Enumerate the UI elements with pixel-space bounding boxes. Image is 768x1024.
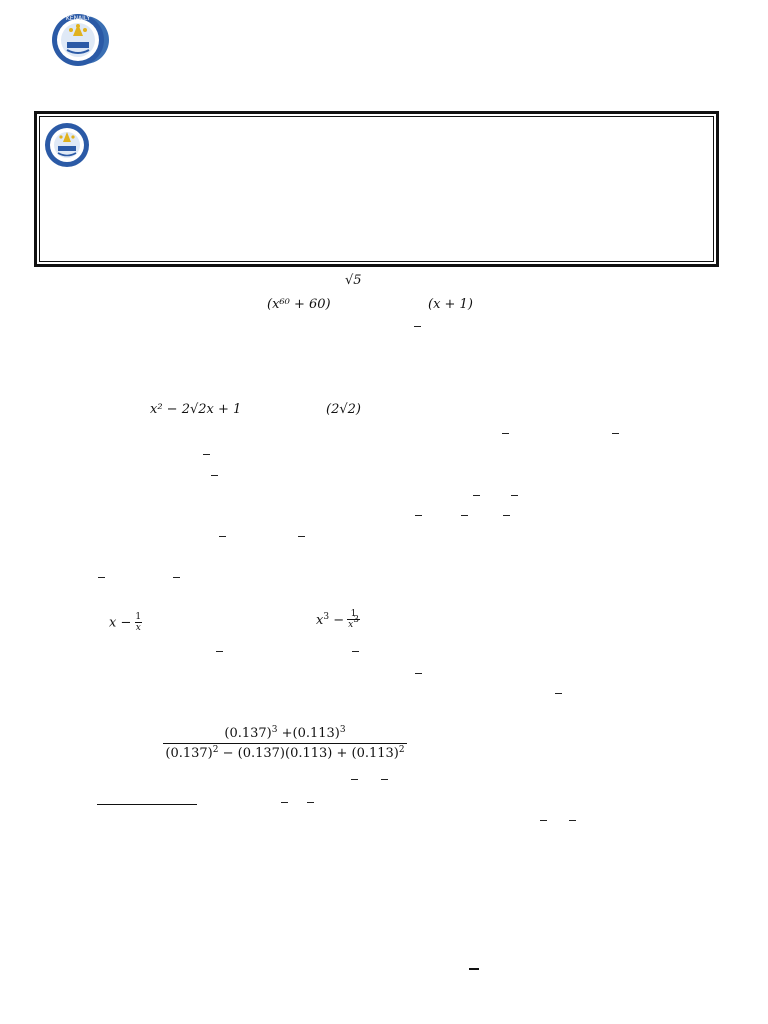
fraction-expression xyxy=(163,726,407,761)
header-logo xyxy=(44,122,90,168)
school-logo xyxy=(45,12,111,68)
sqrt5-expression: √5 xyxy=(345,273,362,288)
expression-x-minus-1-over-x: x − $\frac{1}{x}$ xyxy=(109,612,142,633)
fraction-denominator: $(0.137)^2 - (0.137)(0.113) + (0.113)^2$ xyxy=(163,743,407,761)
fraction-numerator: $(0.137)^3 +(0.113)^3$ xyxy=(224,725,346,741)
header-box xyxy=(34,111,719,267)
expression-x-plus-1: (x + 1) xyxy=(428,297,473,312)
answer-blank-line xyxy=(97,804,197,805)
expression-2sqrt2: (2√2) xyxy=(326,402,361,417)
expression-x3-minus-1-over-x3: $x^3$ − $\frac{1}{x^3}$ xyxy=(316,609,359,630)
expression-x60-plus-60: (x⁶⁰ + 60) xyxy=(267,297,331,312)
expression-quadratic: x² − 2√2x + 1 xyxy=(150,402,242,417)
logo-wordmark: KENAILY xyxy=(65,15,91,22)
bottom-dash-mark xyxy=(469,968,479,970)
